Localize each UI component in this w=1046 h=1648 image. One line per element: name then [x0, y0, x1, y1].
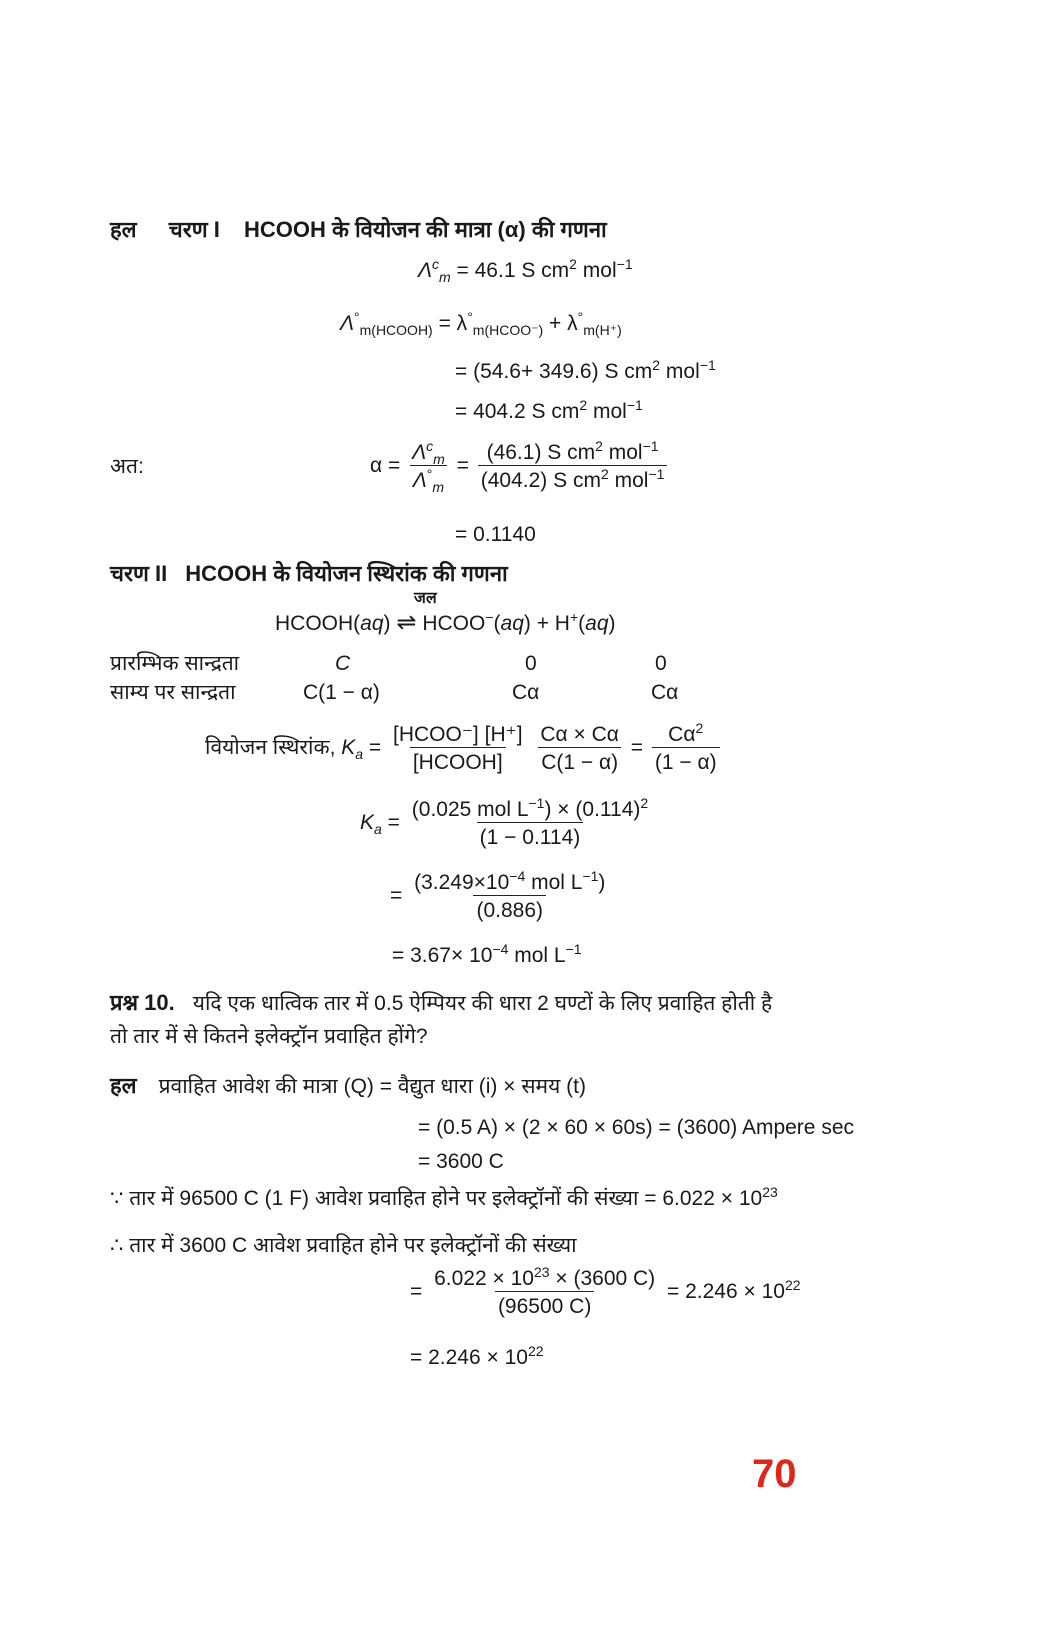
eq-ka-definition: वियोजन स्थिरांक, $K_a$ = $\frac{\text{[HCOO⁻] [H⁺]}}{\text{[HCOOH]}}$ $\frac{C\alpha \times C\alpha}{C(1 - \alpha)}$ = $\frac{C\alpha^2}{(1 - \alpha)}$ [205, 722, 723, 775]
cell: 0 [525, 652, 537, 675]
equilibrium-arrow-icon: ⇌ [396, 609, 417, 636]
hal-label: हल [110, 217, 137, 242]
solution-line3: = 3600 C [418, 1150, 504, 1173]
solution-line5: ∴ तार में 3600 C आवेश प्रवाहित होने पर इलेक्ट्रॉनों की संख्या [110, 1234, 577, 1257]
question-10: प्रश्न 10. यदि एक धात्विक तार में 0.5 ऐम्पियर की धारा 2 घण्टों के लिए प्रवाहित होती है [110, 990, 773, 1015]
cell: 0 [655, 652, 667, 675]
fraction: $\frac{(46.1) S cm^2 mol^{-1}}{(404.2) S cm^2 mol^{-1}}$ [478, 440, 668, 493]
eq-molar-conductivity: $\Lambda^c_m = 46.1$ S $cm^2$ mol$^{-1}$ [418, 256, 633, 286]
final-result: = $2.246 \times 10^{22}$ [410, 1343, 544, 1369]
eq-limiting-conductivity: $\Lambda^\circ_{m(HCOOH)} = \lambda^\circ_{m(HCOO^-)} + \lambda^\circ_{m(H^+)}$ [340, 309, 622, 339]
eq-sum: = (54.6+ 349.6) S $cm^2$ mol$^{-1}$ [455, 357, 716, 383]
atah-label: अत: [110, 455, 144, 478]
cell: Cα [512, 681, 540, 704]
solution-line1: हल प्रवाहित आवेश की मात्रा (Q) = वैद्युत धारा (i) × समय (t) [110, 1073, 586, 1098]
step1-heading [110, 219, 607, 241]
eq-ka-step: = $\frac{(3.249\times 10^{-4} mol L^{-1})}{(0.886)}$ [390, 868, 606, 922]
fraction: $\frac{\Lambda^c_m}{\Lambda^\circ_m}$ [409, 440, 448, 493]
reaction-condition: जल [414, 590, 437, 607]
alpha-result: = 0.1140 [455, 523, 536, 546]
row-label: साम्य पर सान्द्रता [110, 681, 236, 704]
page-number: 70 [752, 1452, 797, 1496]
solution-line2: = (0.5 A) × (2 × 60 × 60s) = (3600) Ampere sec [418, 1116, 854, 1139]
question-10-line2: तो तार में से कितने इलेक्ट्रॉन प्रवाहित होंगे? [110, 1025, 428, 1048]
cell: C(1 − α) [303, 681, 380, 704]
eq-alpha: α = $\frac{\Lambda^c_m}{\Lambda^\circ_m}$ = $\frac{(46.1) S cm^2 mol^{-1}}{(404.2) S cm^2 mol^{-1}}$ [370, 440, 670, 493]
solution-fraction: = $\frac{6.022 \times 10^{23} \times (3600 C)}{(96500 C)}$ = $2.246 \times 10^{22}$ [410, 1264, 801, 1318]
step-title: HCOOH के वियोजन की मात्रा (α) की गणना [243, 217, 607, 242]
row-label: प्रारम्भिक सान्द्रता [110, 652, 240, 675]
step-label: चरण I [168, 217, 220, 242]
cell: C [335, 652, 351, 675]
cell: Cα [651, 681, 679, 704]
eq-sum-result: = 404.2 S $cm^2$ mol$^{-1}$ [455, 397, 643, 423]
step2-heading: चरण II HCOOH के वियोजन स्थिरांक की गणना [110, 561, 508, 586]
ka-result: = $3.67\times 10^{-4}$ mol $L^{-1}$ [392, 941, 582, 967]
eq-ka-substitution: $K_a$ = $\frac{(0.025 mol L^{-1}) \times (0.114)^2}{(1 - 0.114)}$ [360, 795, 649, 849]
reaction-equation: HCOOH(aq) ⇌ HCOO−(aq) + H+(aq) [275, 609, 616, 636]
solution-line4: ∵ तार में 96500 C (1 F) आवेश प्रवाहित होने पर इलेक्ट्रॉनों की संख्या = $6.022 \times 10^{23}$ [110, 1184, 778, 1210]
